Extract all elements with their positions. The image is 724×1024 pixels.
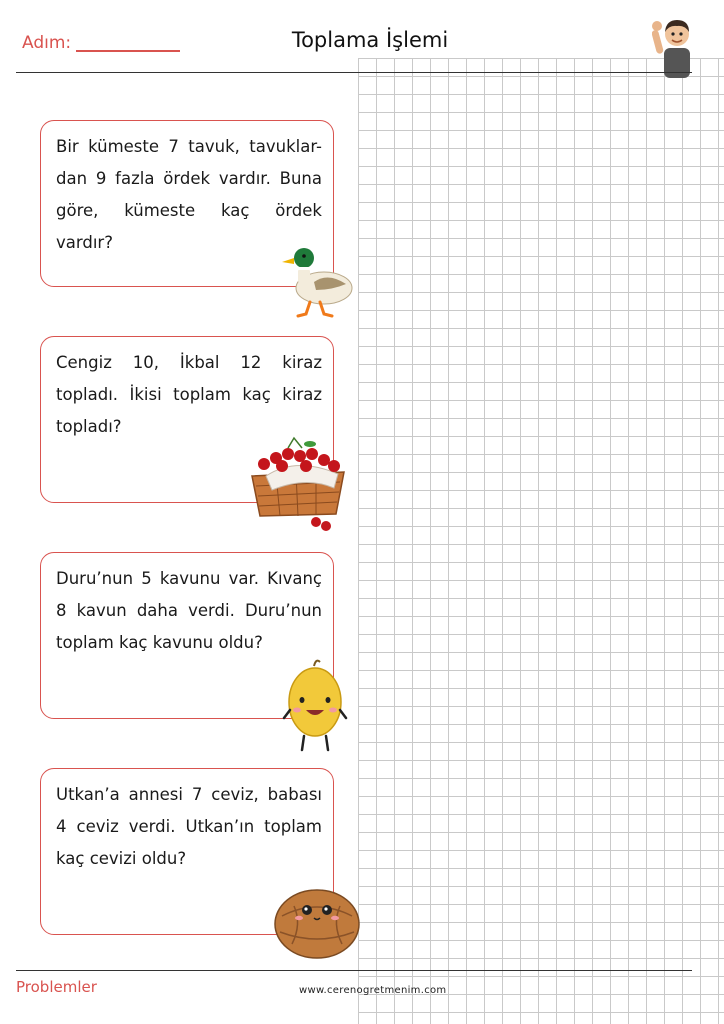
- melon-icon: [280, 658, 350, 754]
- teacher-avatar-icon: [652, 12, 700, 78]
- name-write-line[interactable]: [76, 50, 180, 52]
- footer-divider: [16, 970, 692, 971]
- problem-text-3: Duru’nun 5 kavunu var. Kıvanç 8 kavun daha verdi. Duru’nun toplam kaç kavunu oldu?: [56, 569, 322, 652]
- problem-text-2: Cengiz 10, İkbal 12 kiraz topladı. İkisi toplam kaç kiraz topladı?: [56, 353, 322, 436]
- problem-text-4: Utkan’a annesi 7 ceviz, babası 4 ceviz verdi. Utkan’ın toplam kaç cevizi oldu?: [56, 785, 322, 868]
- problem-text-1: Bir kümeste 7 tavuk, tavuklar-dan 9 fazla ördek vardır. Buna göre, kümeste kaç ördek vardır?: [56, 137, 322, 252]
- page-title: Toplama İşlemi: [291, 28, 449, 52]
- walnut-icon: [272, 880, 362, 962]
- header-divider: [16, 72, 692, 73]
- cherry-basket-icon: [246, 436, 350, 532]
- graph-paper-grid: [358, 58, 724, 1024]
- footer-website: www.cerenogretmenim.com: [299, 985, 447, 996]
- name-label: Adım:: [22, 33, 72, 53]
- footer-label: Problemler: [16, 978, 97, 996]
- duck-icon: [276, 238, 358, 320]
